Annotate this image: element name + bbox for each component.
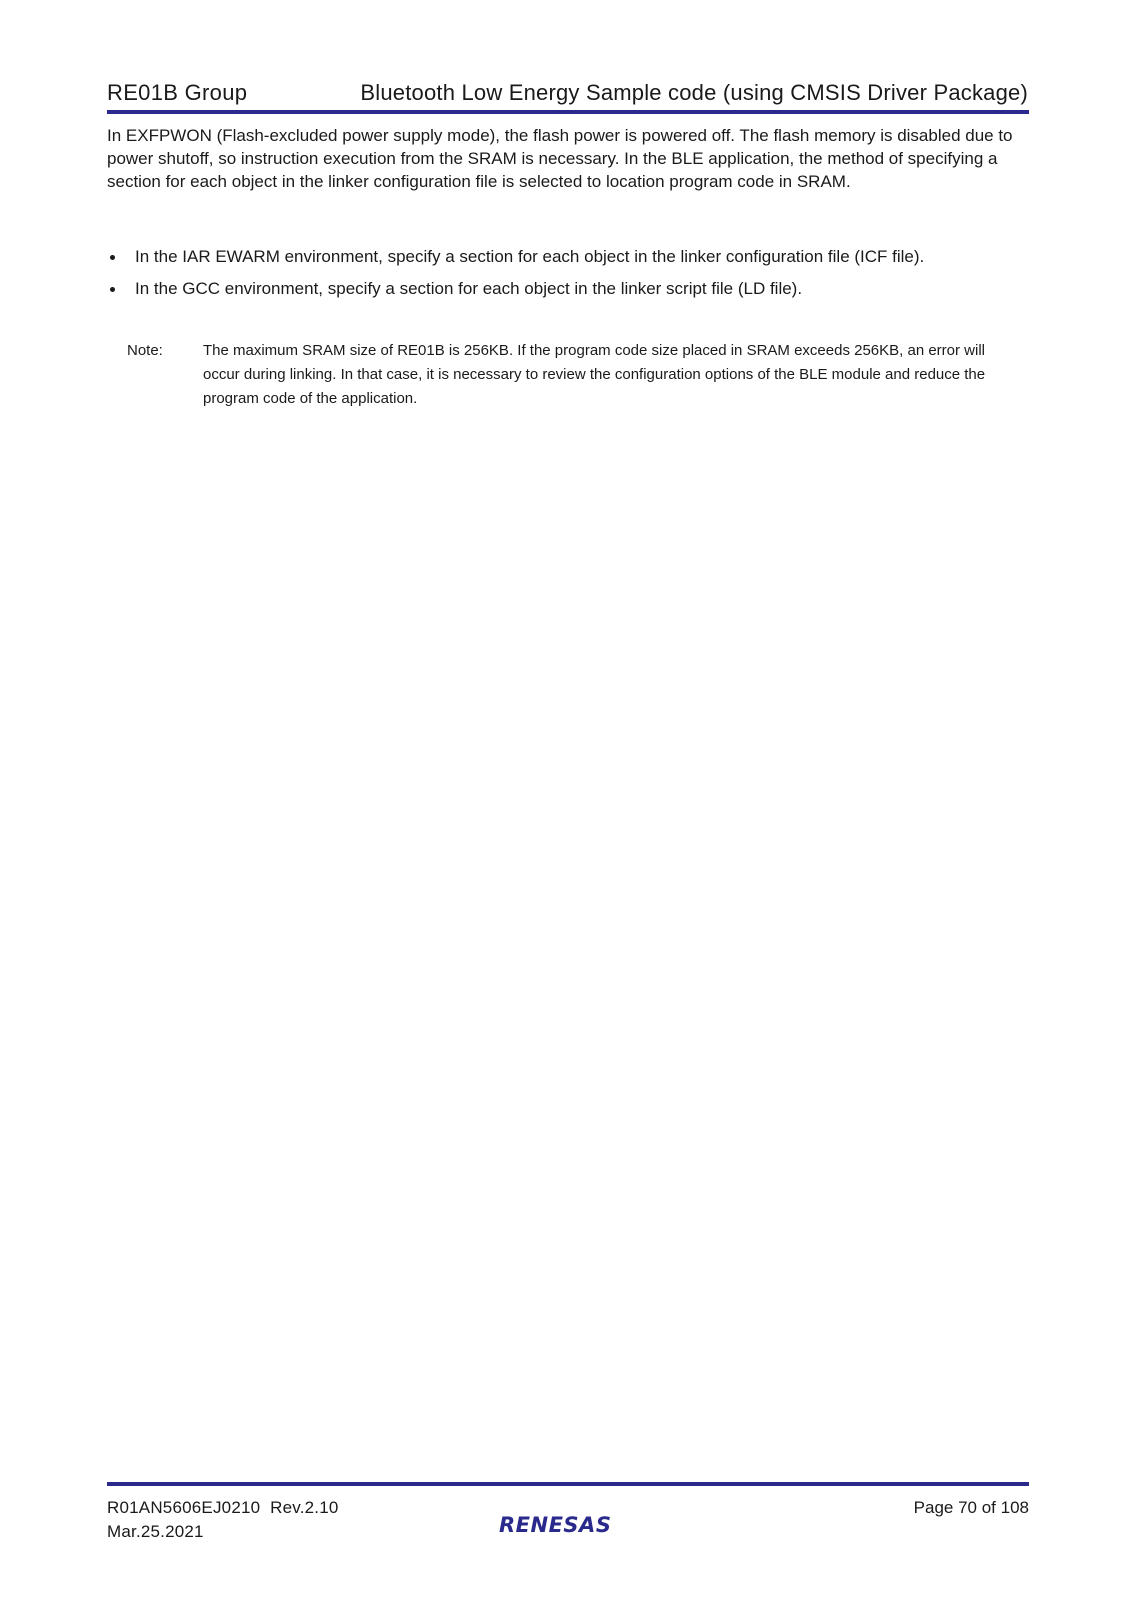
- bullet-icon: [110, 287, 115, 292]
- logo-wordmark: RENESAS: [499, 1513, 612, 1537]
- doc-number: R01AN5606EJ0210 Rev.2.10: [107, 1498, 339, 1517]
- note-label: Note:: [127, 342, 163, 359]
- list-item-text: In the IAR EWARM environment, specify a section for each object in the linker configuration file (ICF file).: [135, 247, 925, 266]
- note-text: The maximum SRAM size of RE01B is 256KB. If the program code size placed in SRAM exceeds 256KB, an error will occur during linking. In that case, it is necessary to review the configuration options of the BLE module and reduce the program code of the application.: [203, 342, 986, 407]
- footer-rule: [107, 1482, 1029, 1486]
- page-number: Page 70 of 108: [913, 1498, 1029, 1517]
- bullet-icon: [110, 255, 115, 260]
- header-title: Bluetooth Low Energy Sample code (using CMSIS Driver Package): [360, 80, 1028, 105]
- list-item-text: In the GCC environment, specify a section for each object in the linker script file (LD file).: [135, 279, 803, 298]
- bullet-list: [107, 245, 1037, 309]
- list-item: [107, 277, 1037, 300]
- footer-doc-info: [107, 1496, 339, 1544]
- renesas-logo: [497, 1510, 633, 1538]
- header-rule: [107, 110, 1029, 114]
- list-item: [107, 245, 1037, 268]
- page-header: [107, 80, 1028, 110]
- doc-date: Mar.25.2021: [107, 1522, 204, 1541]
- header-group: RE01B Group: [107, 80, 248, 105]
- body-paragraph: In EXFPWON (Flash-excluded power supply mode), the flash power is powered off. The flash memory is disabled due to power shutoff, so instruction execution from the SRAM is necessary. In the BLE application, the method of specifying a section for each object in the linker configuration file is selected to location program code in SRAM.: [107, 126, 1013, 191]
